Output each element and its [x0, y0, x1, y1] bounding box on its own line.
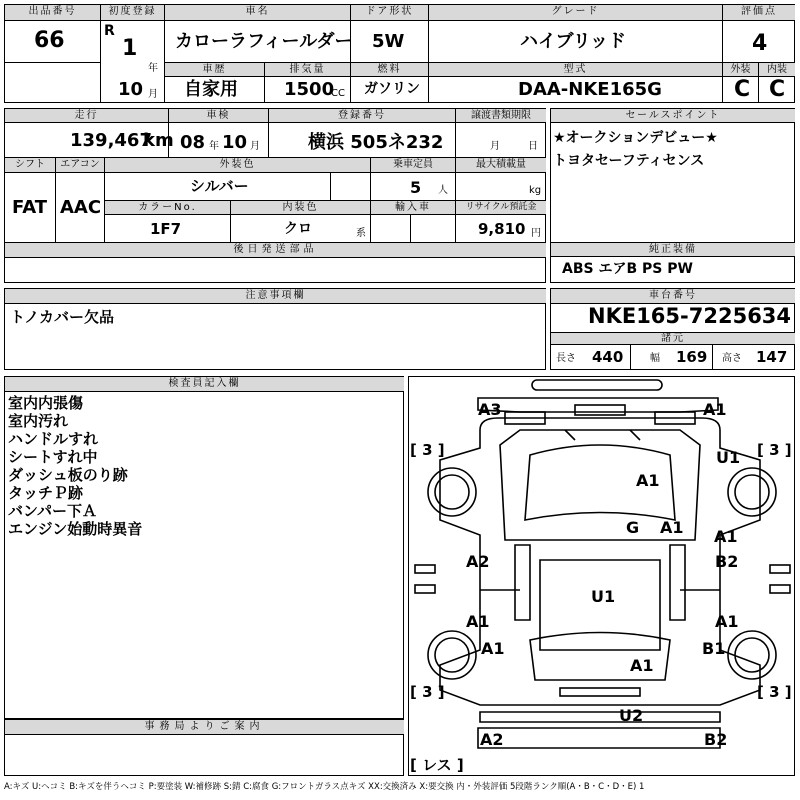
color-no: 1F7	[150, 220, 182, 238]
insp-year: 08	[180, 132, 206, 153]
recycle-unit: 円	[531, 228, 541, 239]
mark-glass-right: A1	[660, 518, 684, 537]
inspector-line: ダッシュ板のり跡	[8, 466, 128, 484]
left-windows	[515, 545, 530, 620]
inspector-label: 検査員記入欄	[5, 377, 404, 391]
interior-grade: C	[769, 77, 786, 102]
right-side-strip-2	[770, 585, 790, 593]
era: R	[104, 23, 115, 39]
grade: ハイブリッド	[520, 31, 627, 52]
chassis-label: 車台番号	[551, 289, 795, 303]
insp-month: 10	[222, 132, 248, 153]
fuel: ガソリン	[364, 81, 420, 97]
wiper-marks	[565, 430, 640, 440]
doors-label: ドア形状	[351, 5, 428, 20]
mark-l-front-door: A2	[466, 552, 490, 571]
import-label: 輸入車	[371, 201, 455, 214]
tire-fr: [ 3 ]	[757, 441, 792, 459]
left-side-strip-2	[415, 585, 435, 593]
sales-point-2: トヨタセーフティセンス	[553, 153, 705, 169]
right-windows	[670, 545, 685, 620]
mark-r-rear-door: A1	[715, 612, 739, 631]
displacement-label: 排気量	[265, 63, 350, 76]
rear-bumper-top	[480, 712, 720, 722]
mark-l-rear-door: A1	[466, 612, 490, 631]
exterior-label: 外装	[723, 63, 758, 76]
int-color-unit: 系	[356, 228, 366, 239]
inspection-label: 車検	[169, 109, 268, 122]
inspector-line: タッチＰ跡	[8, 484, 84, 502]
grade-label: グレード	[429, 5, 722, 20]
transfer-label: 譲渡書類期限	[456, 109, 546, 122]
fuel-label: 燃料	[351, 63, 428, 76]
inspector-line: シートすれ中	[8, 448, 98, 466]
interior-label: 内装	[759, 63, 795, 76]
first-reg-month: 10	[118, 79, 144, 100]
mark-r-front-door: B2	[715, 552, 739, 571]
width-label: 幅	[650, 353, 660, 364]
car-name-label: 車名	[165, 5, 350, 20]
inspector-line: 室内内張傷	[8, 394, 84, 412]
mark-trunk: A1	[630, 656, 654, 675]
mark-rear-panel: U2	[619, 706, 644, 725]
plate: 横浜 505ネ232	[308, 132, 444, 153]
km-unit: km	[143, 130, 174, 151]
year-unit: 年	[148, 63, 158, 74]
tire-rr: [ 3 ]	[757, 683, 792, 701]
rear-bumper	[478, 728, 720, 748]
capacity: 5	[410, 178, 422, 197]
equipment-items: ABS エアB PS PW	[562, 261, 693, 277]
score: 4	[752, 31, 768, 56]
load-unit: kg	[529, 185, 542, 196]
color-label: 外装色	[105, 158, 370, 172]
ac: AAC	[60, 197, 102, 218]
mark-glass: G	[626, 518, 640, 537]
shift: FAT	[12, 197, 48, 218]
shift-label: シフト	[5, 158, 55, 172]
rear-plate-area	[560, 688, 640, 696]
inspector-line: バンパー下Ａ	[8, 502, 97, 520]
mark-fr-bumper: A1	[703, 400, 727, 419]
mark-rr-bumper: B2	[704, 730, 728, 749]
notes-text: トノカバー欠品	[10, 308, 114, 326]
wheel-rear-right-inner	[735, 638, 769, 672]
right-side-strip	[770, 565, 790, 573]
ac-label: エアコン	[56, 158, 104, 172]
inspector-line: エンジン始動時異音	[8, 520, 143, 538]
inspector-line: ハンドルすれ	[8, 430, 99, 448]
left-side-strip	[415, 565, 435, 573]
model: DAA-NKE165G	[518, 79, 662, 100]
height-label: 高さ	[722, 353, 742, 364]
sales-label: セールスポイント	[551, 109, 795, 122]
capacity-label: 乗車定員	[371, 158, 455, 172]
mark-fr-fender: A1	[714, 527, 738, 546]
chassis-number: NKE165-7225634	[588, 304, 792, 328]
displacement: 1500	[284, 79, 335, 100]
sales-point-1: ★オークションデビュー★	[553, 130, 718, 146]
legend: A:キズ U:ヘコミ B:キズを伴うヘコミ P:要塗装 W:補修跡 S:錆 C:腐食 G:フロントガラス点キズ XX:交換済み X:要交換 内・外装評価 5段階ランク順(A・B・C・D・E) 1	[4, 782, 645, 792]
recycle-label: リサイクル預託金	[456, 201, 546, 214]
capacity-unit: 人	[438, 185, 448, 196]
history: 自家用	[184, 79, 238, 100]
color: シルバー	[190, 177, 249, 195]
height: 147	[756, 348, 788, 366]
lot-label: 出品番号	[5, 5, 100, 20]
doors: 5W	[372, 31, 405, 52]
score-label: 評価点	[723, 5, 795, 20]
model-label: 型式	[429, 63, 722, 76]
transfer-month-unit: 月	[490, 141, 500, 152]
equipment-label: 純正装備	[551, 243, 795, 256]
cc-unit: CC	[331, 88, 345, 99]
insp-month-unit: 月	[250, 141, 260, 152]
tire-rl: [ 3 ]	[410, 683, 445, 701]
insp-year-unit: 年	[209, 141, 219, 152]
tire-fl: [ 3 ]	[410, 441, 445, 459]
int-color-label: 内装色	[231, 201, 370, 214]
plate-label: 登録番号	[269, 109, 455, 122]
wheel-front-right-inner	[735, 475, 769, 509]
recycle: 9,810	[478, 220, 526, 238]
mark-u1-front: U1	[716, 448, 741, 467]
parts-label: 後日発送部品	[5, 243, 546, 257]
mark-l-quarter: A1	[481, 639, 505, 658]
mark-hood: A1	[636, 471, 660, 490]
width: 169	[676, 348, 708, 366]
car-name: カローラフィールダー	[175, 31, 353, 52]
length: 440	[592, 348, 624, 366]
mark-r-quarter: B1	[702, 639, 726, 658]
int-color: クロ	[284, 221, 312, 237]
mileage-label: 走行	[5, 109, 168, 122]
specs-label: 諸元	[551, 333, 795, 344]
mark-rl-bumper: A2	[480, 730, 504, 749]
first-reg-year: 1	[122, 36, 138, 61]
office-label: 事務局よりご案内	[5, 720, 404, 734]
color-no-label: カラーNo.	[105, 201, 230, 214]
exterior-grade: C	[734, 77, 751, 102]
lot-number: 66	[34, 28, 65, 53]
length-label: 長さ	[556, 353, 576, 364]
wheel-rear-left-inner	[435, 638, 469, 672]
load-label: 最大積載量	[456, 158, 546, 172]
month-unit: 月	[148, 89, 158, 100]
mark-fl-bumper: A3	[478, 400, 502, 419]
mark-roof: U1	[591, 587, 616, 606]
notes-label: 注意事項欄	[5, 289, 546, 303]
history-label: 車歴	[165, 63, 264, 76]
first-reg-label: 初度登録	[101, 5, 164, 20]
mileage: 139,467	[70, 130, 152, 151]
front-bumper-top	[532, 380, 662, 390]
inspector-line: 室内汚れ	[8, 412, 69, 430]
front-grille	[575, 405, 625, 415]
tire-spare: [ レス ]	[410, 756, 464, 774]
transfer-day-unit: 日	[528, 141, 538, 152]
